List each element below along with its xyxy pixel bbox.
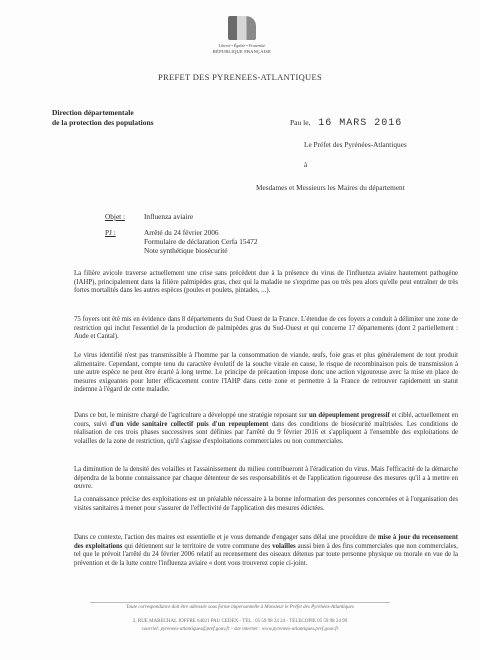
paragraph-7-text: Dans ce contexte, l'action des maires est essentielle et je vous demande d'engager sans délai une procédure de [74, 534, 378, 541]
paragraph-2: 75 foyers ont été mis en évidence dans 8 départements du Sud Ouest de la France. L'étendue de ces foyers a conduit à délimiter une zone de restriction qui inclut l'essentiel de la production de palmipèdes gras du Sud-Ouest et qui concerne 17 départements (dont 2 partiellement : Aude et Cantal). [74, 316, 458, 340]
paragraph-1: La filière avicole traverse actuellement une crise sans précédent due à la présence du virus de l'influenza aviaire hautement pathogène (IAHP), principalement dans la filière palmipèdes gras, chez qui la maladie ne s'exprime pas ou très peu alors qu'elle peut entraîner de très fortes mortalités dans les autres espèces (poules et poulets, pintades, ...). [74, 270, 458, 294]
marianne-icon [228, 16, 256, 40]
attachments-list [144, 228, 257, 255]
footer-address: 2, RUE MARECHAL JOFFRE 64021 PAU CEDEX - TEL : 05 59 98 24 24 - TELECOPIE 05 59 98 24 99 [132, 619, 348, 624]
paragraph-3: Le virus identifié n'est pas transmissible à l'homme par la consommation de viande, œufs, foie gras et plus généralement de tout produit alimentaire. Cependant, compte tenu du caractère évolutif de la souche virale en cause, le risque de recombinaison puis de transmission à une autre espèce ne peut être écarté à long terme. Le principe de précaution impose donc une action vigoureuse avec la mise en place de mesures exigeantes pour lutter efficacement contre l'IAHP dans cette zone et permettre à la France de retrouver rapidement un statut indemne à l'égard de cette maladie. [74, 352, 458, 393]
paragraph-6: La connaissance précise des exploitations est un préalable nécessaire à la bonne information des personnes concernées et à l'organisation des visites sanitaires à mener pour s'assurer de l'effectivité de l'application des mesures édictées. [74, 496, 458, 512]
paragraph-4 [74, 412, 458, 446]
direction-line-2: de la protection des populations [52, 117, 154, 127]
logo-republic: RÉPUBLIQUE FRANÇAISE [212, 49, 272, 54]
paragraph-7-text: aussi bien à des fins commerciales que non commerciales, tel que le prévoit l'arrêté du 24 février 2006 relatif au recensement des oiseaux détenus par toute personne physique ou morale en vue de la prévention et de la lutte contre l'influenza aviaire « dont vous trouverez copie ci-joint. [74, 542, 458, 567]
date-place: Pau le, [290, 118, 311, 127]
paragraph-7-text: qui détiennent sur le territoire de votre commune des [122, 542, 273, 550]
paragraph-7-bold: mise à jour du recensement des exploitations [74, 534, 458, 550]
paragraph-7 [74, 534, 458, 568]
direction-heading [52, 108, 252, 127]
footer-divider [90, 602, 390, 603]
direction-line-1: Direction départementale [52, 108, 134, 117]
prefect-title: PREFET DES PYRENEES-ATLANTIQUES [157, 72, 323, 82]
attachment-item: Formulaire de déclaration Cerfa 15472 [144, 237, 258, 246]
paragraph-4-bold: un dépeuplement progressif [309, 412, 390, 419]
attachments-label: PJ : [105, 228, 116, 237]
logo-motto: Liberté • Égalité • Fraternité [218, 43, 266, 48]
sender-line: Le Préfet des Pyrénées-Atlantiques [304, 140, 407, 149]
marianne-logo [212, 16, 272, 56]
paragraph-4-text: dans des conditions de biosécurité maîtrisées. Les conditions de réalisation de ces trois phases successives sont définies par l'arrêté du 9 février 2016 et s'appliquent à l'ensemble des exploitations de volailles de la zone de restriction, qu'il s'agisse d'exploitations commerciales ou non commerciales. [74, 420, 458, 445]
footer-correspondence: Toute correspondance doit être adressée sous forme impersonnelle à Monsieur le Préfet des Pyrénées-Atlantiques [126, 605, 354, 610]
paragraph-4-text: et ciblé, actuellement en cours, suivi [74, 412, 458, 428]
to-word: à [304, 160, 308, 169]
attachment-item: Arrêté du 24 février 2006 [144, 228, 219, 237]
date-stamp: 16 MARS 2016 [318, 118, 403, 129]
paragraph-7-bold: volailles [272, 542, 296, 550]
object-label: Objet : [105, 212, 126, 221]
date-line [290, 118, 402, 129]
paragraph-5: La diminution de la densité des volailles et l'assainissement du milieu contribueront à l'éradication du virus. Mais l'efficacité de la démarche dépendra de la bonne connaissance par chaque détenteur de ses responsabilités et de l'application rigoureuse des mesures qu'il a à mettre en œuvre. [74, 466, 458, 490]
addressees-line: Mesdames et Messieurs les Maires du département [256, 183, 405, 192]
attachment-item: Note synthétique biosécurité [144, 246, 228, 255]
object-value: Influenza aviaire [144, 212, 194, 221]
paragraph-4-text: Dans ce but, le ministre chargé de l'agriculture a développé une stratégie reposant sur [74, 412, 309, 419]
footer-contact: courriel: pyrenees-atlantiques@pref.gouv.fr - site internet : www.pyrenees-atlantiques.pref.gouv.fr [141, 627, 339, 632]
paragraph-4-bold: d'un vide sanitaire collectif puis d'un repeuplement [110, 420, 269, 428]
